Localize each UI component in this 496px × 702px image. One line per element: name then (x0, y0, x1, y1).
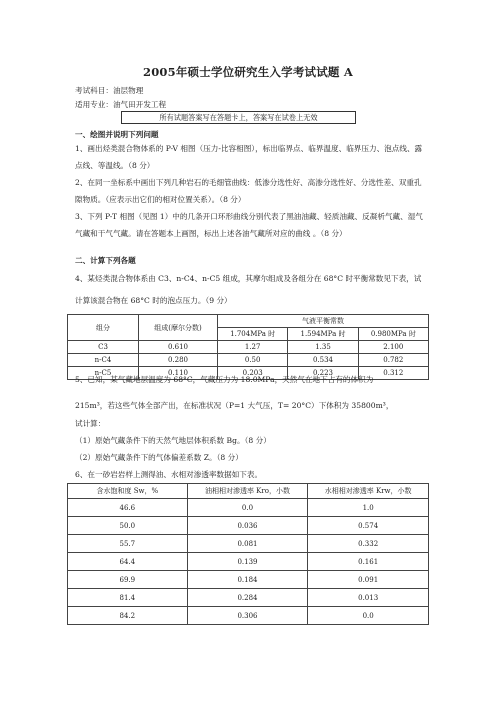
table-cell: 0.534 (288, 354, 358, 367)
table-cell: 0.574 (308, 517, 429, 535)
exam-subject: 考试科目：油层物理 (75, 86, 144, 95)
table-cell: 0.013 (308, 589, 429, 607)
table-cell: 0.110 (139, 367, 218, 380)
table-cell: 0.306 (187, 607, 308, 625)
table-cell: 0.782 (358, 354, 428, 367)
table-row (68, 354, 429, 367)
table-cell: 0.332 (308, 535, 429, 553)
table-row (68, 553, 429, 571)
question-2: 2、在同一坐标系中画出下列几种岩石的毛细管曲线：低渗分选性好、高渗分选性好、分选性差、双重孔隙物质。（应表示出它们的相对位置关系）。（8 分） (75, 178, 422, 204)
header-pressure-2: 1.594MPa 时 (288, 328, 358, 341)
question-5-line-3: 试计算： (75, 419, 106, 428)
table-cell: 0.184 (187, 571, 308, 589)
table-cell: 0.284 (187, 589, 308, 607)
question-1: 1、画出烃类混合物体系的 P-V 相图（压力-比容相图），标出临界点、临界温度、临界压力、泡点线、露点线、等温线。（8 分） (75, 144, 423, 170)
table-cell: 0.081 (187, 535, 308, 553)
table-row (68, 341, 429, 354)
table-cell: 0.161 (308, 553, 429, 571)
exam-title: 2005年硕士学位研究生入学考试试题 A (143, 65, 353, 79)
header-component: 组分 (68, 315, 139, 341)
table-cell: 0.223 (288, 367, 358, 380)
table-cell: 64.4 (68, 553, 188, 571)
table-cell: 1.27 (218, 341, 288, 354)
table-cell: 0.091 (308, 571, 429, 589)
table-cell: 0.139 (187, 553, 308, 571)
equilibrium-constant-table (67, 314, 429, 380)
header-oil-permeability: 油相相对渗透率 Kro，小数 (187, 484, 308, 499)
table-cell: n-C4 (68, 354, 139, 367)
header-pressure-3: 0.980MPa 时 (358, 328, 428, 341)
question-4: 4、某烃类混合物体系由 C3、n-C4、n-C5 组成，其摩尔组成及各组分在 68°C 时平衡常数见下表，试计算该混合物在 68°C 时的泡点压力。（9 分） (75, 274, 422, 305)
table-row (68, 607, 429, 625)
header-water-permeability: 水相相对渗透率 Krw，小数 (308, 484, 429, 499)
table-row (68, 571, 429, 589)
table-cell: 0.036 (187, 517, 308, 535)
table-cell: 0.610 (139, 341, 218, 354)
header-molar-fraction: 组成(摩尔分数) (139, 315, 218, 341)
table-cell: 0.312 (358, 367, 428, 380)
table-cell: 0.50 (218, 354, 288, 367)
table-cell: 0.0 (308, 607, 429, 625)
table-cell: 55.7 (68, 535, 188, 553)
question-5-line-1: 5、已知，某气藏地层温度为 68°C，气藏压力为 18.0MPa，天然气在地下占有的体积为 (75, 375, 374, 384)
section1-heading: 一、绘图并说明下列问题 (75, 130, 159, 139)
table-cell: n-C5 (68, 367, 139, 380)
answer-notice-box: 所有试题答案写在答题卡上，答案写在试卷上无效 (121, 111, 356, 124)
header-pressure-1: 1.704MPa 时 (218, 328, 288, 341)
table-cell: C3 (68, 341, 139, 354)
table-cell: 81.4 (68, 589, 188, 607)
question-5-line-2: 215m³，若这些气体全部产出，在标准状况（P=1 大气压，T= 20°C）下体积为 35800m³， (75, 401, 394, 410)
header-water-saturation: 含水饱和度 Sw，% (68, 484, 188, 499)
table-row (68, 535, 429, 553)
table-cell: 0.0 (187, 499, 308, 517)
relative-permeability-table (67, 483, 429, 625)
table-cell: 46.6 (68, 499, 188, 517)
table-cell: 1.0 (308, 499, 429, 517)
table-row (68, 589, 429, 607)
question-3: 3、下列 P-T 相图（见图 1）中的几条开口环形曲线分别代表了黑油油藏、轻质油藏、反凝析气藏、湿气气藏和干气气藏。请在答题本上画图，标出上述各油气藏所对应的曲线 。（8 分） (75, 212, 423, 238)
table-cell: 50.0 (68, 517, 188, 535)
table-row (68, 499, 429, 517)
question-5-part-b: （2）原始气藏条件下的气体偏差系数 Z。（8 分） (75, 453, 243, 462)
table-row (68, 517, 429, 535)
header-equilibrium-constant: 气液平衡常数 (218, 315, 429, 328)
table-cell: 0.280 (139, 354, 218, 367)
table-cell: 2.100 (358, 341, 428, 354)
table-cell: 1.35 (288, 341, 358, 354)
applicable-major: 适用专业：油气田开发工程 (75, 100, 167, 109)
table-cell: 0.203 (218, 367, 288, 380)
table-cell: 69.9 (68, 571, 188, 589)
table-cell: 84.2 (68, 607, 188, 625)
question-5-part-a: （1）原始气藏条件下的天然气地层体积系数 Bg。（8 分） (75, 436, 271, 445)
question-6: 6、在一砂岩岩样上测得油、水相对渗透率数据如下表。 (75, 470, 263, 479)
section2-heading: 二、计算下列各题 (75, 256, 136, 265)
